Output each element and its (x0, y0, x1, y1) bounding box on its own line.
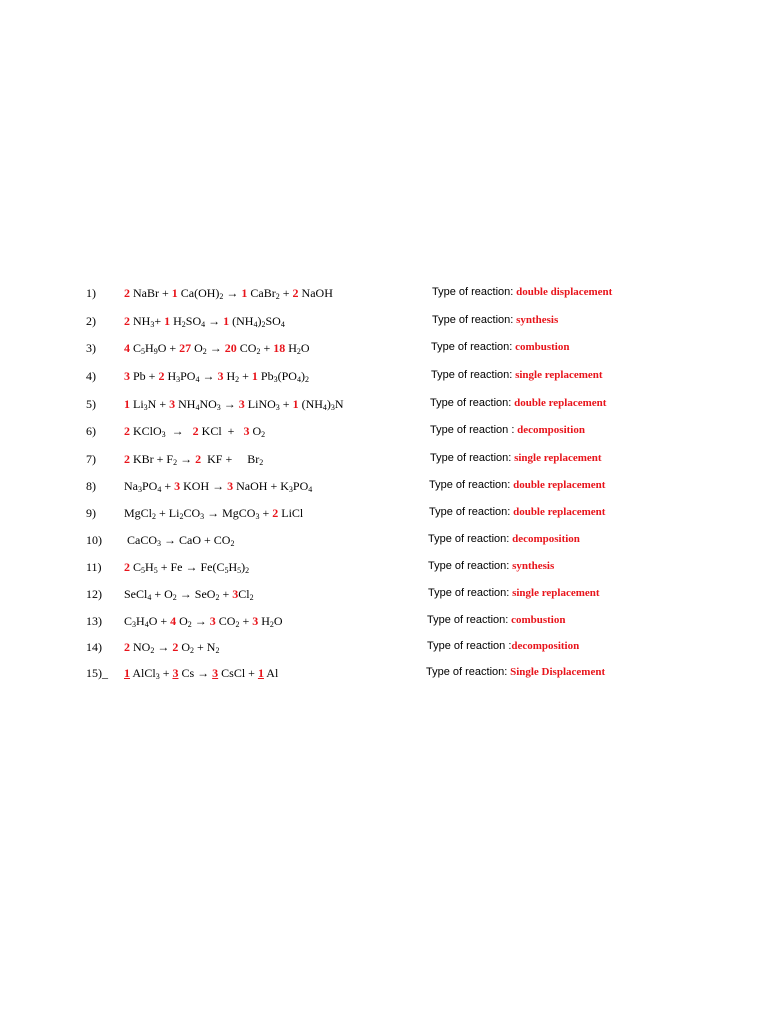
balanced-equation: SeCl$_4$ + $O_2 \to SeO_2 + 3Cl_2$ (124, 587, 254, 602)
reaction-type: Type of reaction: decomposition (428, 533, 580, 545)
balanced-equation: 2 $NH_3+ 1$ $H_2SO_4 \to 1$ $(NH_4)_2SO_4$ (124, 314, 285, 329)
reaction-type: Type of reaction : decomposition (430, 424, 585, 436)
balanced-equation: CaCO$_3$ → CaO + $CO_2$ (124, 533, 235, 548)
balanced-equation: 1 AlCl$_3$ + 3 Cs → 3 CsCl + 1 Al (124, 666, 279, 681)
reaction-type-answer: single replacement (514, 452, 602, 464)
reaction-type-answer: double replacement (514, 397, 607, 409)
balanced-equation: $Na_3PO_4 + 3$ KOH → 3 NaOH + $K_3PO_4$ (124, 479, 313, 494)
reaction-type: Type of reaction: combustion (427, 614, 566, 626)
reaction-type-answer: synthesis (512, 560, 555, 572)
row-number: 6) (86, 424, 96, 438)
row-number: 12) (86, 587, 102, 601)
reaction-type: Type of reaction: Single Displacement (426, 666, 606, 678)
reaction-type-answer: decomposition (511, 640, 580, 652)
balanced-equation: 2 KBr + $F_2 \to 2$ KF + $Br_2$ (124, 452, 264, 467)
reaction-row-13 (0, 614, 768, 638)
balanced-equation: $C_3H_4O + 4$ $O_2 \to 3$ $CO_2 + 3$ $H_2O$ (124, 614, 283, 629)
balanced-equation: 1 $Li_3N + 3$ $NH_4NO_3 \to 3$ LiNO$_3$ + 1 $(NH_4)_3N$ (124, 397, 344, 412)
reaction-row-2 (0, 314, 768, 338)
reaction-type: Type of reaction: synthesis (428, 560, 555, 572)
balanced-equation: 2 NaBr + 1 $Ca(OH)_2 \to 1$ CaBr$_2$ + 2 NaOH (124, 286, 333, 301)
row-number: 1) (86, 286, 96, 300)
balanced-equation: 3 Pb + 2 $H_3PO_4 \to 3$ $H_2 + 1$ $Pb_3(PO_4)_2$ (124, 369, 309, 384)
row-number: 3) (86, 341, 96, 355)
reaction-type: Type of reaction :decomposition (427, 640, 580, 652)
reaction-type-answer: synthesis (516, 314, 559, 326)
row-number: 5) (86, 397, 96, 411)
reaction-type-answer: double replacement (513, 479, 606, 491)
row-number: 14) (86, 640, 102, 654)
reaction-type-answer: double displacement (516, 286, 613, 298)
reaction-type: Type of reaction: synthesis (432, 314, 559, 326)
reaction-type: Type of reaction: double replacement (430, 397, 607, 409)
reaction-type-answer: double replacement (513, 506, 606, 518)
reaction-row-15 (0, 666, 768, 690)
reaction-row-1 (0, 286, 768, 310)
reaction-type-answer: combustion (515, 341, 570, 353)
reaction-type-answer: Single Displacement (510, 666, 606, 678)
reaction-type-answer: single replacement (515, 369, 603, 381)
reaction-type: Type of reaction: single replacement (428, 587, 600, 599)
row-number: 2) (86, 314, 96, 328)
reaction-type-answer: single replacement (512, 587, 600, 599)
row-number: 15)_ (86, 666, 108, 680)
reaction-row-5 (0, 397, 768, 421)
reaction-row-11 (0, 560, 768, 584)
balanced-equation: 4 $C_5H_9O + 27$ $O_2 \to 20$ $CO_2 + 18$ $H_2O$ (124, 341, 310, 356)
reaction-row-14 (0, 640, 768, 664)
balanced-equation: 2 $NO_2 \to 2$ $O_2 + N_2$ (124, 640, 220, 655)
reaction-row-10 (0, 533, 768, 557)
reaction-row-9 (0, 506, 768, 530)
reaction-type: Type of reaction: double displacement (432, 286, 613, 298)
balanced-equation: MgCl$_2$ + $Li_2CO_3$ → MgCO$_3$ + 2 LiCl (124, 506, 304, 521)
row-number: 9) (86, 506, 96, 520)
row-number: 11) (86, 560, 102, 574)
reaction-row-12 (0, 587, 768, 611)
reaction-row-6 (0, 424, 768, 448)
reaction-type-answer: decomposition (517, 424, 585, 436)
reaction-type: Type of reaction: single replacement (430, 452, 602, 464)
reaction-type-answer: combustion (511, 614, 566, 626)
balanced-equation: 2 KClO$_3$ → 2 KCl + 3 $O_2$ (124, 424, 266, 439)
reaction-type-answer: decomposition (512, 533, 580, 545)
reaction-row-7 (0, 452, 768, 476)
reaction-type: Type of reaction: double replacement (429, 506, 606, 518)
reaction-type: Type of reaction: double replacement (429, 479, 606, 491)
reaction-row-4 (0, 369, 768, 393)
row-number: 10) (86, 533, 102, 547)
row-number: 7) (86, 452, 96, 466)
reaction-type: Type of reaction: single replacement (431, 369, 603, 381)
row-number: 8) (86, 479, 96, 493)
reaction-type: Type of reaction: combustion (431, 341, 570, 353)
reaction-row-3 (0, 341, 768, 365)
balanced-equation: 2 $C_5H_5 + Fe \to Fe(C_5H_5)_2$ (124, 560, 250, 575)
reaction-row-8 (0, 479, 768, 503)
row-number: 13) (86, 614, 102, 628)
row-number: 4) (86, 369, 96, 383)
